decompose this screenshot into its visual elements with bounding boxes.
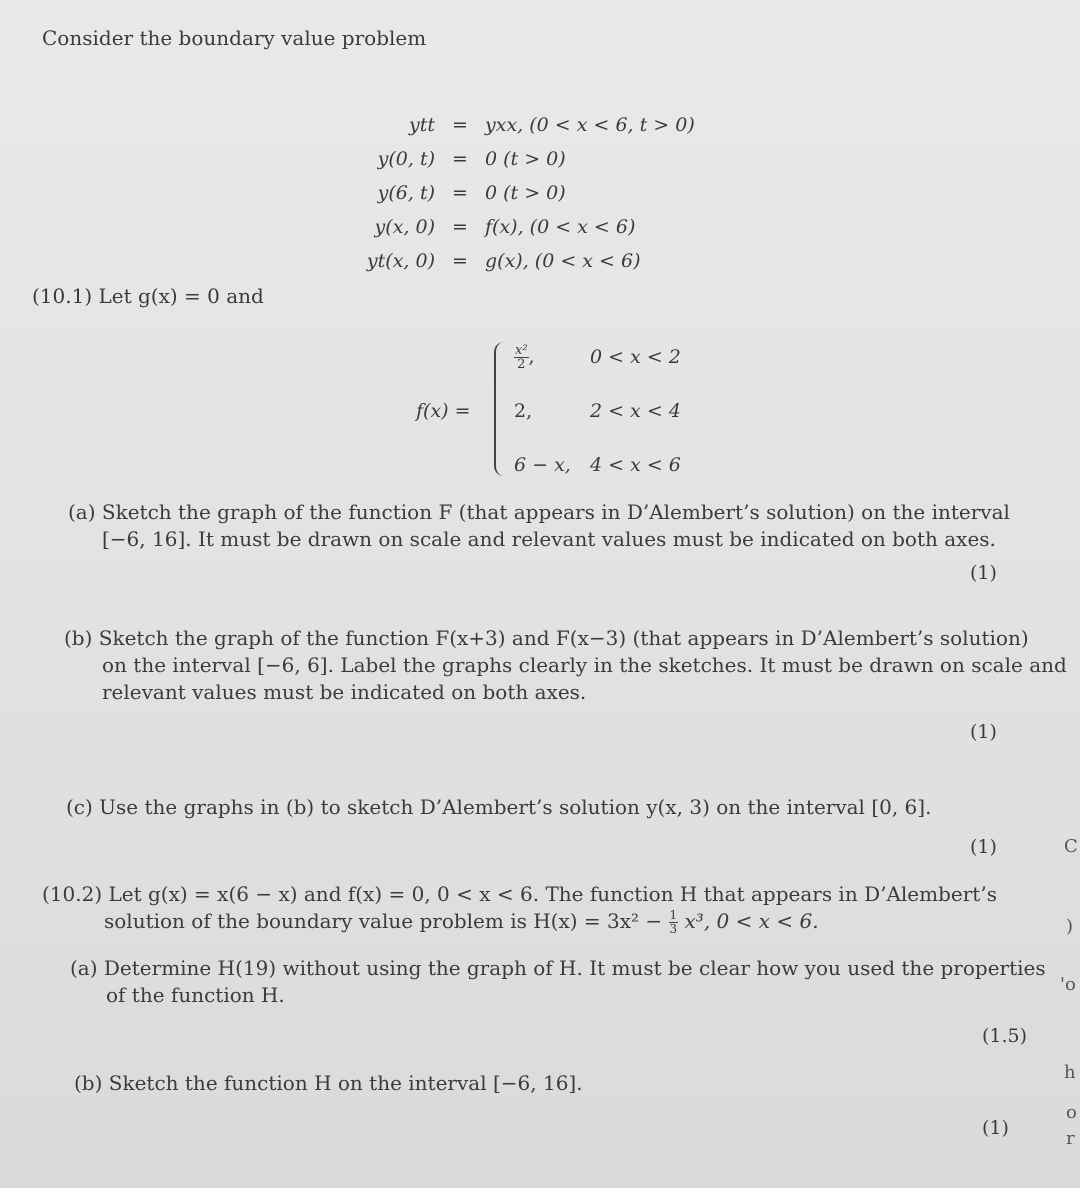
q102-a-mark: (1.5) — [982, 1025, 1028, 1047]
pde-row: ytt = yxx, (0 < x < 6, t > 0) — [408, 114, 695, 136]
edge-mark: ) — [1066, 916, 1074, 937]
case-1: $\frac{\text{x²}}{2}$ , — [515, 343, 535, 372]
q101-a-line2: [−6, 16]. It must be drawn on scale and relevant values must be indicated on both axes. — [102, 527, 996, 551]
one-third-fraction: $\frac{1}{3}$ — [669, 908, 678, 936]
q101-b-line2: on the interval [−6, 6]. Label the graphs clearly in the sketches. It must be drawn on scale and — [102, 653, 1067, 677]
q101-c-line1: (c) Use the graphs in (b) to sketch D’Alembert’s solution y(x, 3) on the interval [0, 6]. — [66, 795, 932, 819]
q101-b-mark: (1) — [970, 721, 997, 743]
case-3: 6 − x, — [514, 454, 571, 476]
case-3-condition: 4 < x < 6 — [590, 454, 681, 476]
q101-label: (10.1) Let g(x) = 0 and — [32, 284, 264, 308]
q101-a-mark: (1) — [970, 562, 997, 584]
pde-row: yt(x, 0) = g(x), (0 < x < 6) — [366, 250, 641, 272]
edge-mark: C — [1064, 836, 1078, 857]
edge-mark: h — [1064, 1062, 1076, 1083]
q101-b-line3: relevant values must be indicated on both axes. — [102, 680, 587, 704]
case-2-condition: 2 < x < 4 — [590, 400, 681, 422]
q102-line2: solution of the boundary value problem is H(x) = 3x² − $\frac{1}{3}$ x³, 0 < x < 6. — [104, 908, 819, 936]
intro-text: Consider the boundary value problem — [42, 26, 427, 50]
case-1-fraction: $\frac{\text{x²}}{2}$ — [515, 343, 528, 372]
pde-row: y(0, t) = 0 (t > 0) — [377, 148, 566, 170]
f-label: f(x) = — [416, 400, 471, 422]
pde-system — [360, 108, 695, 278]
q102-b-line1: (b) Sketch the function H on the interval [−6, 16]. — [74, 1071, 583, 1095]
case-1-condition: 0 < x < 2 — [590, 346, 681, 368]
q102-a-line2: of the function H. — [106, 983, 285, 1007]
q101-a-line1: (a) Sketch the graph of the function F (that appears in D’Alembert’s solution) on the interval — [68, 500, 1010, 524]
brace — [494, 342, 506, 476]
q102-line1: (10.2) Let g(x) = x(6 − x) and f(x) = 0, 0 < x < 6. The function H that appears in D’Alembert’s — [42, 882, 997, 906]
edge-mark: r — [1066, 1128, 1075, 1149]
pde-row: y(6, t) = 0 (t > 0) — [377, 182, 566, 204]
edge-mark: o — [1066, 1102, 1077, 1123]
case-2: 2, — [514, 400, 533, 422]
q102-b-mark: (1) — [982, 1117, 1009, 1139]
q101-b-line1: (b) Sketch the graph of the function F(x+3) and F(x−3) (that appears in D’Alembert’s solution) — [64, 626, 1029, 650]
q102-a-line1: (a) Determine H(19) without using the graph of H. It must be clear how you used the properties — [70, 956, 1046, 980]
pde-row: y(x, 0) = f(x), (0 < x < 6) — [374, 216, 636, 238]
edge-mark: 'o — [1060, 974, 1076, 995]
q101-c-mark: (1) — [970, 836, 997, 858]
